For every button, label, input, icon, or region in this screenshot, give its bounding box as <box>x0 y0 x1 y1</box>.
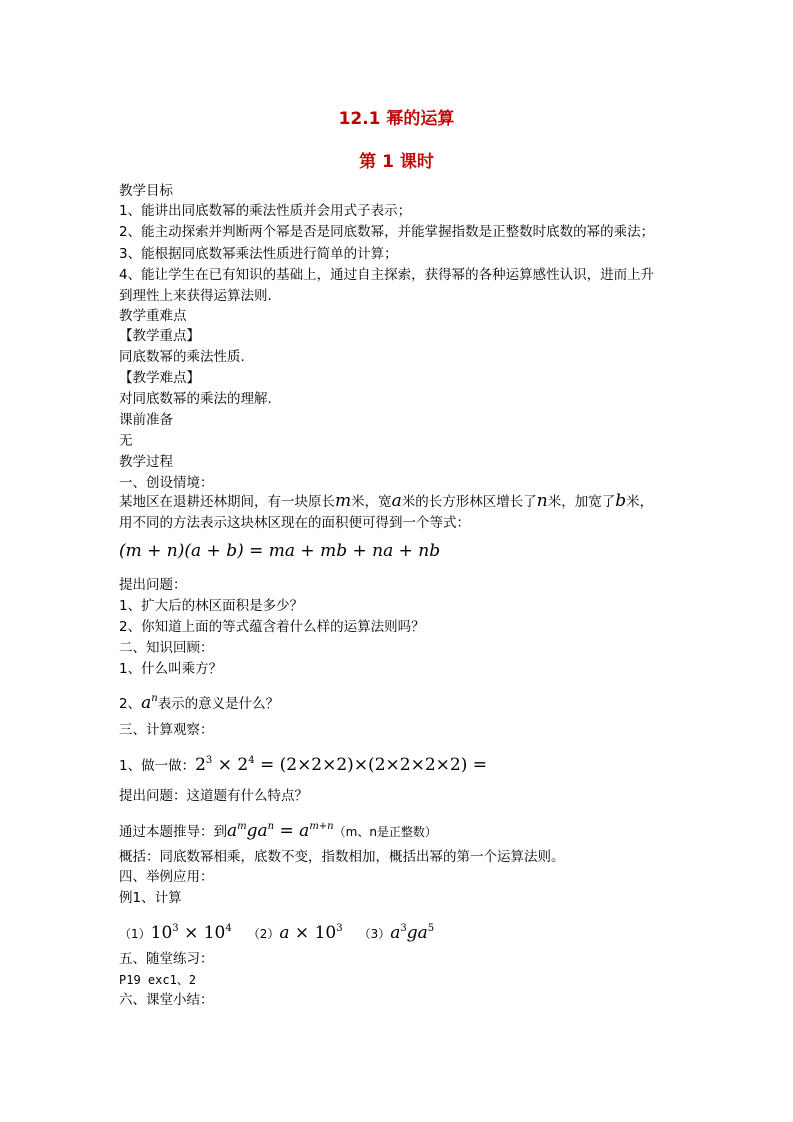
review-q2-prefix: 2、 <box>119 696 142 712</box>
power-base: a <box>141 693 152 713</box>
scenario-line-2: 用不同的方法表示这块林区现在的面积便可得到一个等式： <box>119 515 470 531</box>
rule-exp-sum: m+n <box>309 821 334 832</box>
ex1-base-1: 10 <box>150 923 173 943</box>
power-2-3-exp: 3 <box>205 755 213 766</box>
ex2-base: 10 <box>314 923 337 943</box>
step-3-heading: 三、计算观察： <box>119 722 214 738</box>
power-2-3-base: 2 <box>195 755 206 775</box>
rule-equals: = <box>274 821 300 841</box>
ex2-exp: 3 <box>336 923 343 934</box>
section-heading-process: 教学过程 <box>119 454 173 470</box>
example-item-2 <box>279 923 342 943</box>
step-4-heading: 四、举例应用： <box>119 869 214 885</box>
ex3-exp-1: 3 <box>400 923 407 934</box>
objective-4: 4、能让学生在已有知识的基础上，通过自主探索，获得幂的各种运算感性认识，进而上升 <box>119 267 655 283</box>
ex3-exp-2: 5 <box>427 923 435 934</box>
review-q2-suffix: 表示的意义是什么？ <box>157 696 280 712</box>
step-2-heading: 二、知识回顾： <box>119 640 214 656</box>
difficulty-text: 对同底数幂的乘法的理解. <box>119 391 272 407</box>
example-item-1-label: （1） <box>119 927 151 941</box>
ex1-base-2: 10 <box>203 923 226 943</box>
ex3-base-1: a <box>390 923 401 943</box>
difficulty-label: 【教学难点】 <box>119 370 200 386</box>
var-n: n <box>536 491 548 511</box>
example-items <box>119 920 434 943</box>
step-6-heading: 六、课堂小结： <box>119 992 214 1008</box>
ex1-exp-1: 3 <box>172 923 179 934</box>
rule-dot: g <box>246 821 258 841</box>
try-it-line <box>119 752 487 775</box>
power-a-n <box>141 693 158 713</box>
page-subtitle: 第 1 课时 <box>359 152 434 172</box>
scenario-line-1 <box>119 492 653 511</box>
try-it-expansion: = (2×2×2)×(2×2×2×2) = <box>259 755 487 775</box>
power-exponent: n <box>151 693 158 704</box>
rule-base-result: a <box>299 821 310 841</box>
example-item-2-label: （2） <box>247 927 280 941</box>
scenario-text-b: 米，宽 <box>351 494 392 510</box>
section-heading-preparation: 课前准备 <box>119 412 173 428</box>
area-equation: (m + n)(a + b) = ma + mb + na + nb <box>119 541 441 561</box>
summary-rule: 概括：同底数幂相乘，底数不变，指数相加，概括出幂的第一个运算法则。 <box>119 849 565 865</box>
exercise-reference: P19 exc1、2 <box>119 973 197 987</box>
objective-2: 2、能主动探索并判断两个幂是否是同底数幂，并能掌握指数是正整数时底数的幂的乘法； <box>119 224 655 240</box>
scenario-text-e: 米， <box>626 494 654 510</box>
var-m: m <box>335 491 352 511</box>
ex2-times: × <box>294 923 310 943</box>
example-item-3-label: （3） <box>358 927 391 941</box>
key-point-text: 同底数幂的乘法性质. <box>119 349 245 365</box>
power-2-4-base: 2 <box>237 755 249 775</box>
question-1: 1、扩大后的林区面积是多少？ <box>119 598 304 614</box>
example-1-label: 例1、计算 <box>119 890 182 906</box>
objective-4-continued: 到理性上来获得运算法则. <box>119 288 272 304</box>
ex1-exp-2: 4 <box>225 923 232 934</box>
var-b: b <box>615 491 627 511</box>
step-5-heading: 五、随堂练习： <box>119 951 214 967</box>
rule-derivation <box>119 818 437 841</box>
question-heading: 提出问题： <box>119 577 187 593</box>
try-it-equation <box>195 755 487 775</box>
page-title: 12.1 幂的运算 <box>338 109 455 129</box>
ex1-times: × <box>184 923 199 943</box>
objective-1: 1、能讲出同底数幂的乘法性质并会用式子表示； <box>119 203 412 219</box>
scenario-text-d: 米，加宽了 <box>547 494 616 510</box>
scenario-text-a: 某地区在退耕还林期间，有一块原长 <box>119 494 335 510</box>
objective-3: 3、能根据同底数幂乘法性质进行简单的计算； <box>119 246 398 262</box>
preparation-text: 无 <box>119 433 133 449</box>
section-heading-objectives: 教学目标 <box>119 183 173 199</box>
rule-prefix: 通过本题推导：到 <box>119 824 227 840</box>
try-it-label: 1、做一做： <box>119 758 196 774</box>
scenario-text-c: 米的长方形林区增长了 <box>401 494 537 510</box>
rule-exp-m: m <box>237 821 247 832</box>
power-2-4-exp: 4 <box>248 755 255 766</box>
var-a: a <box>391 491 402 511</box>
observe-question: 提出问题：这道题有什么特点？ <box>119 788 308 804</box>
ex3-dot: g <box>406 923 418 943</box>
example-item-1 <box>151 923 232 943</box>
example-item-3 <box>390 923 434 943</box>
rule-exp-n: n <box>267 821 275 832</box>
question-2: 2、你知道上面的等式蕴含着什么样的运算法则吗？ <box>119 619 425 635</box>
rule-condition: （m、n是正整数） <box>333 825 437 839</box>
rule-base-2: a <box>257 821 268 841</box>
times-sign: × <box>217 755 232 775</box>
rule-formula <box>227 821 334 841</box>
section-heading-key-points: 教学重难点 <box>119 308 187 324</box>
review-question-2 <box>119 690 279 713</box>
review-question-1: 1、什么叫乘方？ <box>119 661 223 677</box>
ex3-base-2: a <box>417 923 428 943</box>
ex2-a: a <box>279 923 290 943</box>
key-point-label: 【教学重点】 <box>119 328 200 344</box>
rule-base-1: a <box>227 821 238 841</box>
step-1-heading: 一、创设情境： <box>119 475 214 491</box>
